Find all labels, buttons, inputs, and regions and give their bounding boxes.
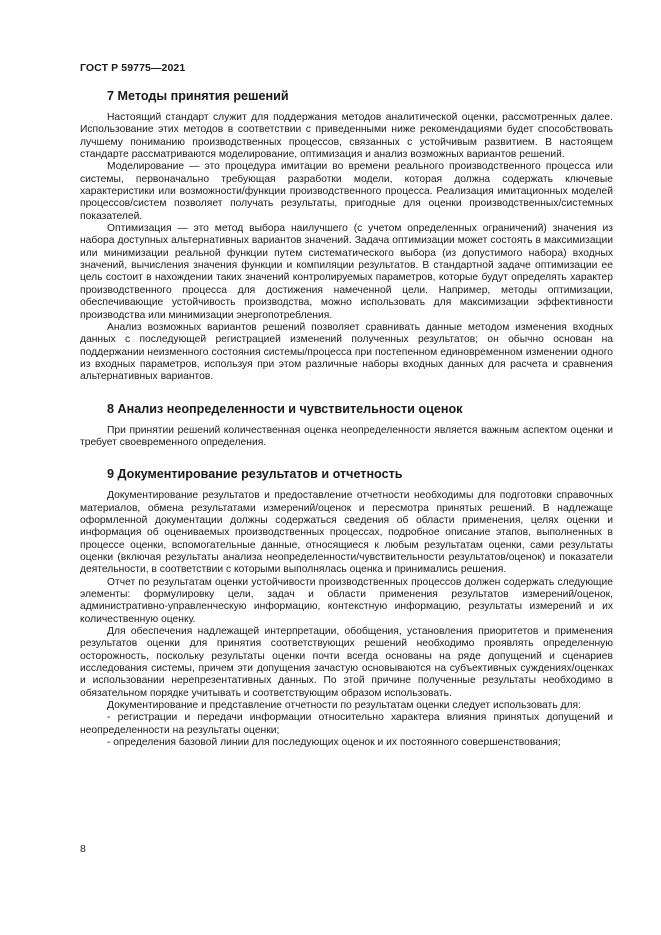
paragraph: Документирование и представление отчетности по результатам оценки следует использовать для: — [107, 700, 581, 712]
paragraph: Настоящий стандарт служит для поддержания методов аналитической оценки, рассмотренных далее. Использование этих методов в соответствии с приведенными ниже рекомендациями будет способствовать лучшему пониманию производственных процессов, связанных с устойчивым развитием. В настоящем стандарте рассматриваются моделирование, оптимизация и анализ возможных вариантов решений. — [80, 112, 613, 161]
paragraph: Для обеспечения надлежащей интерпретации, обобщения, установления приоритетов и применения результатов оценки для принятия соответствующих решений необходимо проявлять определенную осторожность, поскольку результаты оценки почти всегда основаны на ряде допущений и сценариев исследования системы, причем эти допущения зачастую основываются на субъективных суждениях/оценках и использовании нерепрезентативных данных. По этой причине полученные результаты необходимо в обязательном порядке учитывать и соответствующим образом использовать. — [80, 626, 613, 699]
section-title: 8 Анализ неопределенности и чувствительности оценок — [107, 401, 463, 416]
list-item: - определения базовой линии для последующих оценок и их постоянного совершенствования; — [107, 737, 561, 749]
paragraph: Анализ возможных вариантов решений позволяет сравнивать данные методом изменения входных данных с последующей регистрацией изменений полученных результатов; он обычно основан на поддержании неизменного состояния системы/процесса при постепенном единовременном изменении одного из входных параметров, используя при этом различные наборы входных данных для расчета и сравнения альтернативных вариантов. — [80, 321, 613, 383]
section-title: 7 Методы принятия решений — [107, 89, 289, 103]
section-title: 9 Документирование результатов и отчетность — [107, 467, 403, 482]
paragraph: Оптимизация — это метод выбора наилучшего (с учетом определенных ограничений) значения из набора доступных альтернативных вариантов значений. Задача оптимизации может состоять в максимизации или минимизации реальной функции путем систематического выбора (из допустимого набора) входных значений, вычисления значения функции и компиляции результатов. В стандартной задаче оптимизации ее цель состоит в нахождении таких значений контролируемых параметров, которые будут определять характер производственного процесса для достижения намеченной цели. Например, методы оптимизации, обеспечивающие устойчивость производства, можно использовать для максимизации эффективности производства или минимизации энергопотребления. — [80, 223, 613, 321]
paragraph: Документирование результатов и предоставление отчетности необходимы для подготовки справочных материалов, обмена результатами измерений/оценок и пересмотра принятых решений. В надлежаще оформленной документации должны содержаться сведения об области применения, целях оценки и информация об оцениваемых производственных процессах, подробное описание этапов, выполненных в процессе оценки, вспомогательные данные, относящиеся к любым результатам оценки, сами результаты оценки (включая результаты анализа неопределенности/чувствительности результатов/оценок) и показатели деятельности, в соответствии с которыми выполнялась оценка и принимались решения. — [80, 490, 613, 576]
standard-code-header: ГОСТ Р 59775—2021 — [80, 62, 186, 74]
paragraph: Моделирование — это процедура имитации во времени реального производственного процесса или системы, первоначально требующая разработки модели, которая должна содержать ключевые характеристики или возможности/функции производственного процесса. Реализация имитационных моделей процессов/систем позволяет получать результаты, пригодные для оценки производственных/системных показателей. — [80, 161, 613, 222]
section-8 — [80, 401, 613, 450]
page-content — [80, 88, 613, 749]
section-7 — [80, 88, 613, 384]
section-9 — [80, 466, 613, 749]
paragraph: Отчет по результатам оценки устойчивости производственных процессов должен содержать следующие элементы: формулировку цели, задач и области применения результатов измерений/оценок, административно-управленческую информацию, контекстную информацию, результаты измерений и их количественную оценку. — [80, 576, 613, 625]
list-item: - регистрации и передачи информации относительно характера влияния принятых допущений и неопределенности на результаты оценки; — [80, 712, 613, 736]
page-number: 8 — [80, 843, 86, 855]
paragraph: При принятии решений количественная оценка неопределенности является важным аспектом оценки и требует своевременного определения. — [80, 424, 613, 448]
